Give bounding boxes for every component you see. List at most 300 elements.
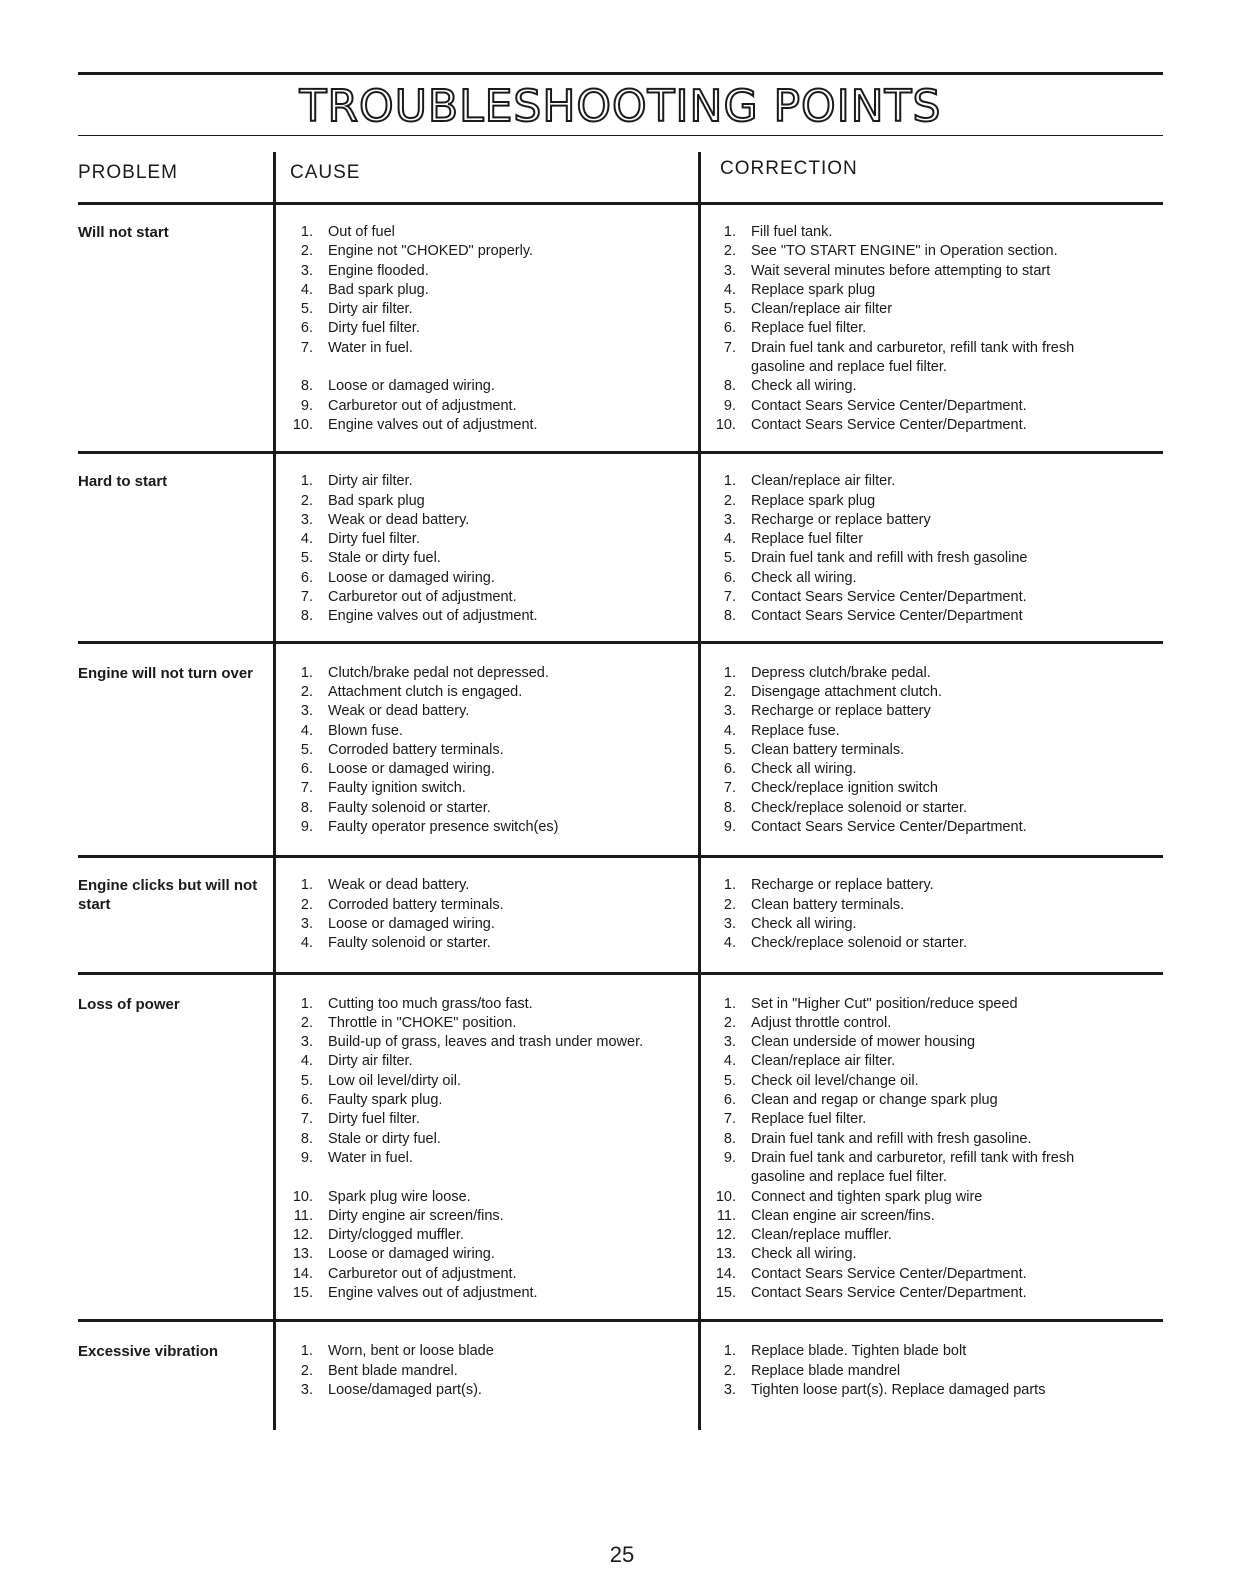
item-text: Contact Sears Service Center/Department. (751, 416, 1027, 433)
item-number: 2. (723, 683, 736, 700)
item-text: Dirty fuel filter. (328, 1111, 420, 1128)
item-number: 3. (723, 511, 736, 528)
item-text: Contact Sears Service Center/Department. (751, 397, 1027, 414)
correction-list (706, 472, 1163, 626)
item-number: 4. (723, 531, 736, 548)
item-text: Fill fuel tank. (751, 224, 833, 240)
cause-item (283, 702, 688, 721)
item-number: 8. (723, 378, 736, 395)
item-text: Weak or dead battery. (328, 877, 470, 894)
item-number: 2. (723, 243, 736, 260)
cause-item (283, 1362, 688, 1381)
item-number: 10. (292, 416, 313, 433)
table-header (78, 136, 1163, 202)
cause-item (283, 530, 688, 549)
cause-item (283, 722, 688, 741)
item-number: 4. (300, 281, 313, 298)
item-number: 6. (723, 320, 736, 337)
cause-item (283, 1265, 688, 1284)
item-number: 4. (300, 1053, 313, 1070)
cause-item (283, 818, 688, 837)
cause-item (283, 588, 688, 607)
cause-item (283, 995, 688, 1014)
correction-item (706, 664, 1163, 683)
item-number: 7. (723, 1111, 736, 1128)
cause-item (283, 1149, 688, 1168)
cause-item (283, 896, 688, 915)
correction-item (706, 1149, 1163, 1168)
item-text: Faulty solenoid or starter. (328, 935, 491, 952)
cause-item (283, 1072, 688, 1091)
item-text: Out of fuel (328, 224, 395, 240)
item-number: 1. (300, 877, 313, 894)
item-text: Stale or dirty fuel. (328, 1130, 441, 1147)
problem-label: Hard to start (78, 473, 168, 491)
item-number: 9. (300, 1149, 313, 1166)
cause-item (283, 1014, 688, 1033)
cause-item (283, 607, 688, 626)
item-number: 8. (300, 1130, 313, 1147)
correction-item (706, 300, 1163, 319)
problem-label: Engine will not turn over (78, 664, 254, 682)
item-text: Clean/replace air filter. (751, 473, 896, 490)
item-text: Bent blade mandrel. (328, 1362, 458, 1379)
item-number: 4. (300, 531, 313, 548)
cause-item (283, 569, 688, 588)
correction-item (706, 1265, 1163, 1284)
item-number: 7. (300, 339, 313, 356)
item-number: 5. (723, 301, 736, 318)
item-number: 2. (300, 896, 313, 913)
item-text: Check/replace ignition switch (751, 780, 938, 797)
item-text: Replace blade. Tighten blade bolt (751, 1343, 967, 1360)
item-number: 13. (715, 1246, 736, 1263)
item-number: 9. (723, 1149, 736, 1166)
item-text: Clutch/brake pedal not depressed. (328, 664, 549, 681)
table-row (78, 644, 1163, 856)
item-number: 1. (300, 224, 313, 240)
correction-item (706, 896, 1163, 915)
item-number: 11. (716, 1207, 736, 1224)
cause-item (283, 1284, 688, 1303)
cause-item (283, 876, 688, 895)
cause-item (283, 242, 688, 261)
item-text: Clean/replace muffler. (751, 1227, 892, 1244)
cause-item (283, 319, 688, 338)
item-text: Bad spark plug (328, 492, 425, 509)
item-text: Engine flooded. (328, 262, 429, 279)
item-text: Spark plug wire loose. (328, 1188, 471, 1205)
correction-item (706, 779, 1163, 798)
correction-item (706, 1130, 1163, 1149)
item-number: 4. (300, 935, 313, 952)
item-text: Faulty ignition switch. (328, 780, 466, 797)
correction-item (706, 818, 1163, 837)
item-text: Stale or dirty fuel. (328, 550, 441, 567)
cause-list (283, 1342, 688, 1400)
correction-item (706, 377, 1163, 396)
correction-item (706, 1381, 1163, 1400)
item-text: Loose/damaged part(s). (328, 1381, 482, 1398)
item-text: Tighten loose part(s). Replace damaged parts (751, 1381, 1046, 1398)
item-number: 1. (723, 1343, 736, 1360)
item-text: Water in fuel. (328, 339, 413, 356)
page-title: TROUBLESHOOTING POINTS (299, 81, 942, 132)
item-text: Clean battery terminals. (751, 741, 905, 758)
item-text: Clean underside of mower housing (751, 1034, 976, 1051)
correction-item (706, 1207, 1163, 1226)
item-number: 4. (723, 1053, 736, 1070)
item-number: 10. (715, 416, 736, 433)
item-number: 1. (300, 995, 313, 1012)
correction-item (706, 530, 1163, 549)
item-number: 8. (723, 799, 736, 816)
item-number: 3. (723, 1034, 736, 1051)
cause-item (283, 377, 688, 396)
item-text: Set in "Higher Cut" position/reduce speed (751, 995, 1018, 1012)
item-text: Dirty engine air screen/fins. (328, 1207, 504, 1224)
item-number: 4. (723, 935, 736, 952)
correction-item (706, 1284, 1163, 1303)
item-number: 5. (723, 741, 736, 758)
correction-list (706, 876, 1163, 953)
item-text: Dirty/clogged muffler. (328, 1227, 464, 1244)
item-text: gasoline and replace fuel filter. (751, 359, 947, 376)
header-cause: CAUSE (290, 162, 361, 183)
item-number: 6. (723, 569, 736, 586)
correction-list (706, 995, 1163, 1304)
item-text: Contact Sears Service Center/Department. (751, 819, 1027, 836)
item-number: 9. (300, 819, 313, 836)
item-text: Loose or damaged wiring. (328, 569, 495, 586)
item-number: 12. (292, 1227, 313, 1244)
correction-item (706, 1188, 1163, 1207)
item-text: Attachment clutch is engaged. (328, 683, 523, 700)
item-number: 2. (300, 1362, 313, 1379)
correction-item (706, 242, 1163, 261)
item-text: Contact Sears Service Center/Department. (751, 1285, 1027, 1302)
item-text: Dirty air filter. (328, 1053, 413, 1070)
item-text: Dirty fuel filter. (328, 531, 420, 548)
item-text: Adjust throttle control. (751, 1014, 892, 1031)
correction-item (706, 1072, 1163, 1091)
correction-item (706, 1091, 1163, 1110)
correction-item (706, 319, 1163, 338)
item-number: 10. (715, 1188, 736, 1205)
correction-list (706, 664, 1163, 838)
item-number: 2. (723, 1014, 736, 1031)
cause-item (283, 1188, 688, 1207)
item-text: Weak or dead battery. (328, 511, 470, 528)
item-text: Weak or dead battery. (328, 703, 470, 720)
item-text: Clean engine air screen/fins. (751, 1207, 935, 1224)
item-number: 3. (723, 703, 736, 720)
item-number: 8. (723, 608, 736, 625)
item-text: Corroded battery terminals. (328, 896, 504, 913)
item-text: Replace blade mandrel (751, 1362, 901, 1379)
item-number: 1. (723, 877, 736, 894)
item-text: Drain fuel tank and refill with fresh gasoline. (751, 1130, 1032, 1147)
item-text: Build-up of grass, leaves and trash under mower. (328, 1034, 644, 1051)
correction-item (706, 492, 1163, 511)
item-text: Loose or damaged wiring. (328, 378, 495, 395)
item-number: 2. (300, 683, 313, 700)
item-text: Replace spark plug (751, 281, 876, 298)
item-text: Check/replace solenoid or starter. (751, 799, 967, 816)
header-correction: CORRECTION (720, 158, 858, 179)
cause-item (283, 1052, 688, 1071)
cause-item (283, 779, 688, 798)
item-text: Check all wiring. (751, 761, 857, 778)
correction-list (706, 1342, 1163, 1400)
table-row (78, 205, 1163, 451)
item-text: See "TO START ENGINE" in Operation section. (751, 243, 1058, 260)
cause-list (283, 223, 688, 435)
item-text: Loose or damaged wiring. (328, 761, 495, 778)
cause-list (283, 472, 688, 626)
correction-item (706, 1110, 1163, 1129)
cause-item (283, 416, 688, 435)
item-number: 9. (723, 397, 736, 414)
item-number: 5. (300, 741, 313, 758)
item-text: Water in fuel. (328, 1149, 413, 1166)
item-text: Check all wiring. (751, 378, 857, 395)
item-text: Replace fuse. (751, 722, 840, 739)
cause-list (283, 876, 688, 953)
item-number: 5. (723, 1072, 736, 1089)
troubleshooting-table (78, 136, 1163, 1430)
item-number: 3. (723, 915, 736, 932)
cause-item (283, 683, 688, 702)
item-number: 5. (723, 550, 736, 567)
correction-item (706, 1033, 1163, 1052)
cause-item (283, 1245, 688, 1264)
item-text: Depress clutch/brake pedal. (751, 664, 931, 681)
cause-item (283, 281, 688, 300)
item-number: 12. (715, 1227, 736, 1244)
table-row (78, 1322, 1163, 1430)
item-number: 7. (723, 339, 736, 356)
correction-item (706, 995, 1163, 1014)
problem-label: Loss of power (78, 995, 180, 1013)
item-text: Loose or damaged wiring. (328, 915, 495, 932)
item-number: 2. (723, 896, 736, 913)
item-number: 7. (300, 1111, 313, 1128)
item-number: 9. (300, 397, 313, 414)
cause-item (283, 223, 688, 242)
item-text: Engine not "CHOKED" properly. (328, 243, 534, 260)
item-number: 11. (293, 1207, 313, 1224)
cause-item (283, 358, 688, 377)
cause-item (283, 741, 688, 760)
item-number: 1. (300, 473, 313, 490)
item-number: 1. (723, 224, 736, 240)
cause-item (283, 492, 688, 511)
correction-item (706, 876, 1163, 895)
item-text: Wait several minutes before attempting to start (751, 262, 1051, 279)
correction-item (706, 683, 1163, 702)
correction-item (706, 358, 1163, 377)
correction-item (706, 588, 1163, 607)
item-number: 10. (292, 1188, 313, 1205)
item-text: Faulty spark plug. (328, 1092, 443, 1109)
item-text: Check/replace solenoid or starter. (751, 935, 967, 952)
item-text: Clean and regap or change spark plug (751, 1092, 998, 1109)
correction-item (706, 702, 1163, 721)
item-text: Recharge or replace battery (751, 511, 931, 528)
correction-item (706, 1342, 1163, 1361)
item-number: 6. (300, 320, 313, 337)
item-number: 8. (723, 1130, 736, 1147)
correction-item (706, 511, 1163, 530)
item-number: 3. (300, 1034, 313, 1051)
correction-item (706, 472, 1163, 491)
item-number: 7. (300, 589, 313, 606)
cause-item (283, 760, 688, 779)
cause-item (283, 1033, 688, 1052)
correction-item (706, 1014, 1163, 1033)
cause-item (283, 799, 688, 818)
item-text: Worn, bent or loose blade (328, 1343, 494, 1360)
item-number: 3. (300, 915, 313, 932)
item-text: Carburetor out of adjustment. (328, 397, 517, 414)
item-text: Low oil level/dirty oil. (328, 1072, 461, 1089)
item-text: Check all wiring. (751, 1246, 857, 1263)
item-number: 3. (300, 511, 313, 528)
item-number: 3. (723, 1381, 736, 1398)
correction-item (706, 416, 1163, 435)
correction-item (706, 1168, 1163, 1187)
correction-item (706, 223, 1163, 242)
item-text: Cutting too much grass/too fast. (328, 995, 533, 1012)
table-row (78, 858, 1163, 971)
cause-item (283, 1110, 688, 1129)
item-text: Check oil level/change oil. (751, 1072, 919, 1089)
item-number: 2. (300, 492, 313, 509)
item-text: Faulty solenoid or starter. (328, 799, 491, 816)
correction-item (706, 760, 1163, 779)
item-text: Recharge or replace battery (751, 703, 931, 720)
item-number: 4. (723, 722, 736, 739)
item-number: 4. (723, 281, 736, 298)
item-text: Recharge or replace battery. (751, 877, 934, 894)
item-number: 3. (300, 262, 313, 279)
cause-item (283, 934, 688, 953)
item-number: 6. (300, 761, 313, 778)
item-number: 4. (300, 722, 313, 739)
item-number: 2. (300, 243, 313, 260)
correction-item (706, 915, 1163, 934)
cause-item (283, 1091, 688, 1110)
item-text: Blown fuse. (328, 722, 403, 739)
item-number: 2. (300, 1014, 313, 1031)
item-number: 9. (723, 819, 736, 836)
item-text: Dirty air filter. (328, 473, 413, 490)
item-number: 8. (300, 378, 313, 395)
item-number: 3. (300, 1381, 313, 1398)
item-text: Carburetor out of adjustment. (328, 589, 517, 606)
item-number: 6. (723, 1092, 736, 1109)
item-text: Engine valves out of adjustment. (328, 608, 538, 625)
cause-item (283, 1342, 688, 1361)
item-number: 7. (723, 780, 736, 797)
cause-item (283, 664, 688, 683)
item-text: Contact Sears Service Center/Department (751, 608, 1023, 625)
correction-list (706, 223, 1163, 435)
item-number: 15. (292, 1285, 313, 1302)
item-number: 13. (292, 1246, 313, 1263)
cause-item (283, 1168, 688, 1187)
header-problem: PROBLEM (78, 162, 178, 183)
item-text: Check all wiring. (751, 569, 857, 586)
item-number: 8. (300, 608, 313, 625)
correction-item (706, 339, 1163, 358)
problem-label: Excessive vibration (78, 1343, 219, 1361)
item-text: Carburetor out of adjustment. (328, 1265, 517, 1282)
item-number: 1. (723, 664, 736, 681)
correction-item (706, 1052, 1163, 1071)
item-text: Clean/replace air filter (751, 301, 893, 318)
item-number: 5. (300, 550, 313, 567)
problem-label: Engine clicks but will not start (78, 877, 258, 914)
item-number: 7. (300, 780, 313, 797)
correction-item (706, 1245, 1163, 1264)
item-number: 5. (300, 1072, 313, 1089)
item-text: Engine valves out of adjustment. (328, 1285, 538, 1302)
cause-item (283, 915, 688, 934)
item-text: Throttle in "CHOKE" position. (328, 1014, 517, 1031)
cause-item (283, 511, 688, 530)
item-number: 3. (300, 703, 313, 720)
item-number: 2. (723, 1362, 736, 1379)
item-text: Drain fuel tank and carburetor, refill tank with fresh (751, 339, 1075, 356)
item-text: Engine valves out of adjustment. (328, 416, 538, 433)
cause-item (283, 1226, 688, 1245)
item-number: 6. (300, 569, 313, 586)
correction-item (706, 741, 1163, 760)
correction-item (706, 722, 1163, 741)
item-text: Replace fuel filter (751, 531, 864, 548)
correction-item (706, 1226, 1163, 1245)
item-text: Disengage attachment clutch. (751, 683, 943, 700)
item-number: 15. (715, 1285, 736, 1302)
table-row (78, 975, 1163, 1320)
cause-list (283, 995, 688, 1304)
item-number: 3. (723, 262, 736, 279)
cause-item (283, 262, 688, 281)
item-text: Contact Sears Service Center/Department. (751, 1265, 1027, 1282)
correction-item (706, 262, 1163, 281)
page-number: 25 (609, 1542, 635, 1567)
item-text: Contact Sears Service Center/Department. (751, 589, 1027, 606)
cause-item (283, 300, 688, 319)
item-number: 6. (723, 761, 736, 778)
item-text: Dirty air filter. (328, 301, 413, 318)
item-text: Bad spark plug. (328, 281, 429, 298)
problem-label: Will not start (78, 224, 169, 241)
item-text: Connect and tighten spark plug wire (751, 1188, 983, 1205)
correction-item (706, 799, 1163, 818)
item-number: 14. (292, 1265, 313, 1282)
item-number: 2. (723, 492, 736, 509)
correction-item (706, 569, 1163, 588)
item-text: Drain fuel tank and refill with fresh gasoline (751, 550, 1028, 567)
cause-item (283, 1130, 688, 1149)
item-text: gasoline and replace fuel filter. (751, 1169, 947, 1186)
item-text: Loose or damaged wiring. (328, 1246, 495, 1263)
cause-item (283, 397, 688, 416)
item-text: Dirty fuel filter. (328, 320, 420, 337)
